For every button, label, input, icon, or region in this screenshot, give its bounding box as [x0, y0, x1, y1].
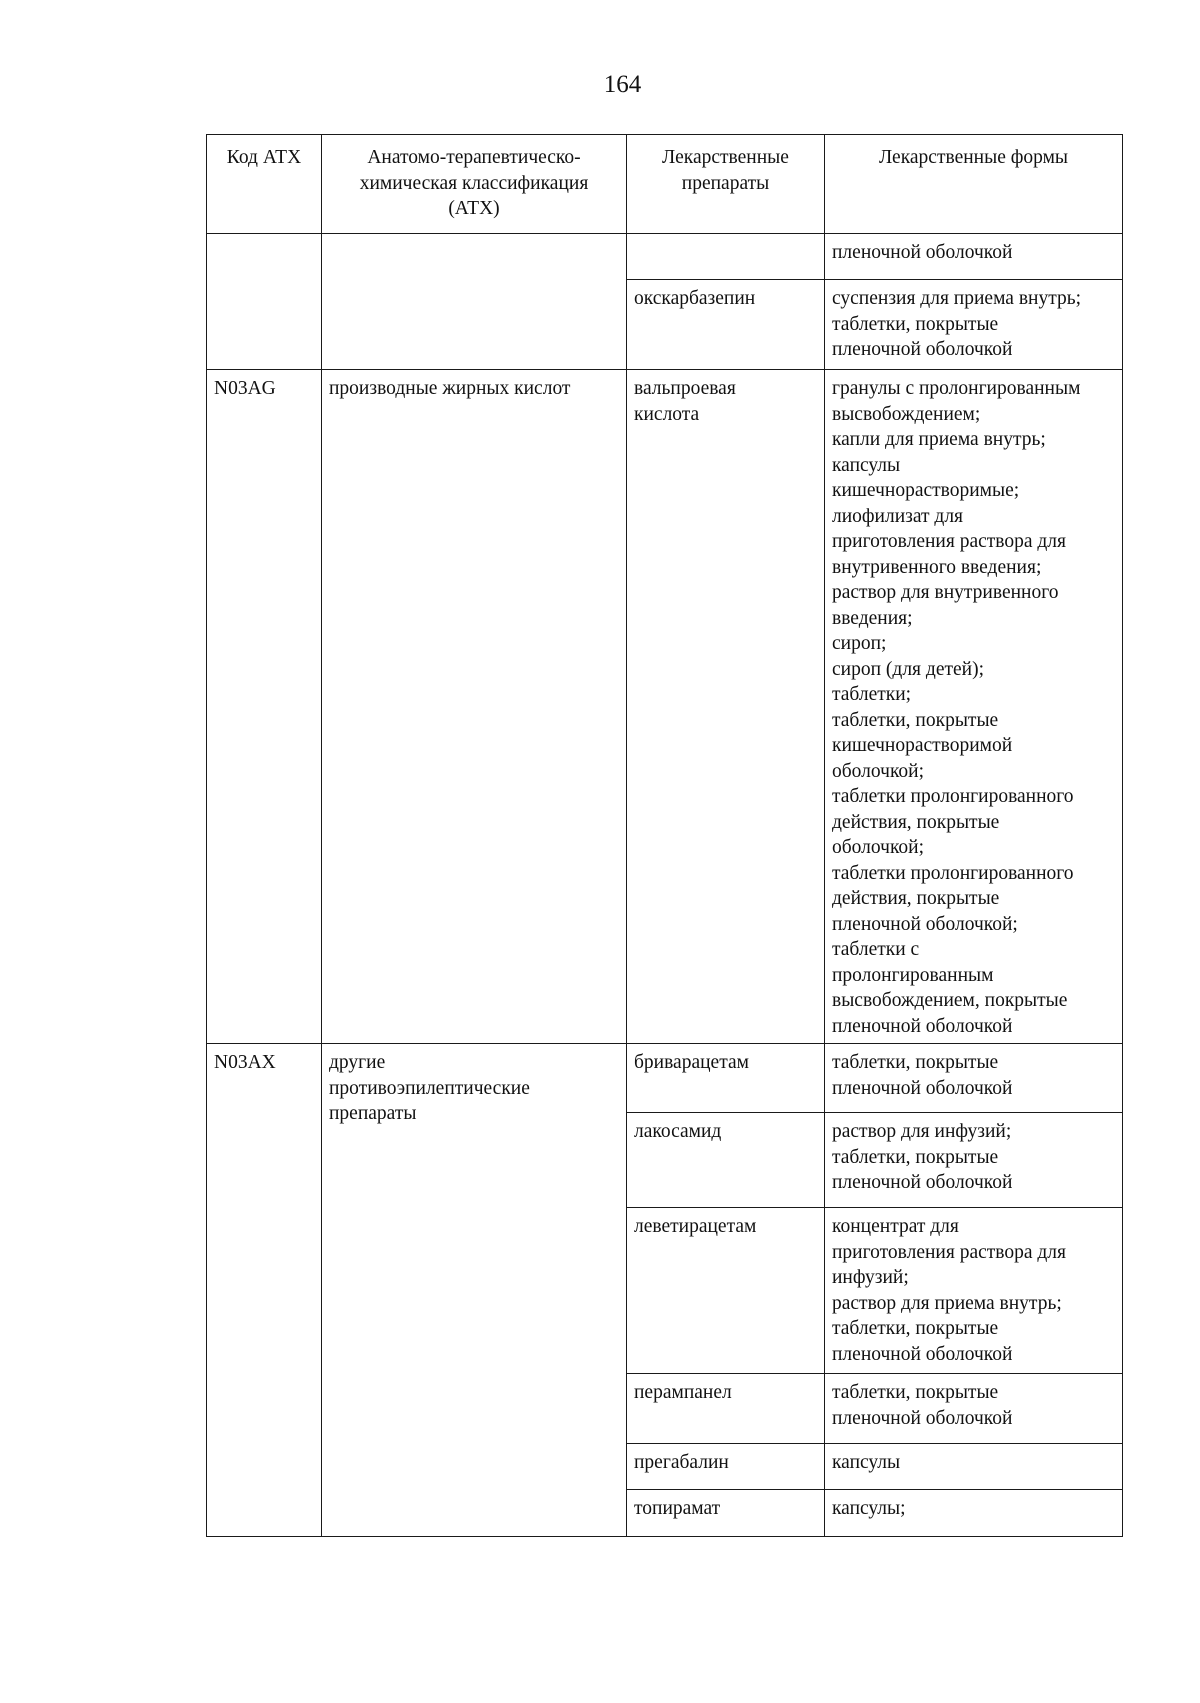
drug-cell: топирамат	[627, 1490, 825, 1537]
header-drugs: Лекарственные препараты	[627, 135, 825, 234]
header-forms: Лекарственные формы	[825, 135, 1123, 234]
classification-cell: производные жирных кислот	[322, 370, 627, 1044]
table-header-row	[207, 135, 1123, 234]
atc-code-cell: N03AG	[207, 370, 322, 1044]
dosage-forms-cell: таблетки, покрытые пленочной оболочкой	[825, 1374, 1123, 1444]
classification-cell: другие противоэпилептические препараты	[322, 1044, 627, 1537]
drug-cell	[627, 234, 825, 280]
header-code: Код АТХ	[207, 135, 322, 234]
drug-cell: перампанел	[627, 1374, 825, 1444]
header-classification: Анатомо-терапевтическо- химическая классификация (АТХ)	[322, 135, 627, 234]
atc-table	[206, 134, 1123, 1537]
drug-cell: окскарбазепин	[627, 280, 825, 370]
atc-code-cell	[207, 234, 322, 370]
table-row	[207, 370, 1123, 1044]
page-number: 164	[603, 71, 642, 98]
dosage-forms-cell: капсулы	[825, 1444, 1123, 1490]
classification-cell	[322, 234, 627, 370]
drug-cell: леветирацетам	[627, 1208, 825, 1374]
dosage-forms-cell: раствор для инфузий; таблетки, покрытые пленочной оболочкой	[825, 1113, 1123, 1208]
table-row	[207, 234, 1123, 280]
drug-cell: вальпроевая кислота	[627, 370, 825, 1044]
dosage-forms-cell: капсулы;	[825, 1490, 1123, 1537]
drug-cell: лакосамид	[627, 1113, 825, 1208]
dosage-forms-cell: таблетки, покрытые пленочной оболочкой	[825, 1044, 1123, 1113]
dosage-forms-cell: пленочной оболочкой	[825, 234, 1123, 280]
drug-cell: бриварацетам	[627, 1044, 825, 1113]
dosage-forms-cell: концентрат для приготовления раствора для инфузий; раствор для приема внутрь; таблетки, покрытые пленочной оболочкой	[825, 1208, 1123, 1374]
dosage-forms-cell: гранулы с пролонгированным высвобождением; капли для приема внутрь; капсулы кишечнорастворимые; лиофилизат для приготовления раствора для внутривенного введения; раствор для внутривенного введения; сироп; сироп (для детей); таблетки; таблетки, покрытые кишечнорастворимой оболочкой; таблетки пролонгированного действия, покрытые оболочкой; таблетки пролонгированного действия, покрытые пленочной оболочкой; таблетки с пролонгированным высвобождением, покрытые пленочной оболочкой	[825, 370, 1123, 1044]
table-row	[207, 1044, 1123, 1113]
dosage-forms-cell: суспензия для приема внутрь; таблетки, покрытые пленочной оболочкой	[825, 280, 1123, 370]
atc-code-cell: N03AX	[207, 1044, 322, 1537]
drug-cell: прегабалин	[627, 1444, 825, 1490]
